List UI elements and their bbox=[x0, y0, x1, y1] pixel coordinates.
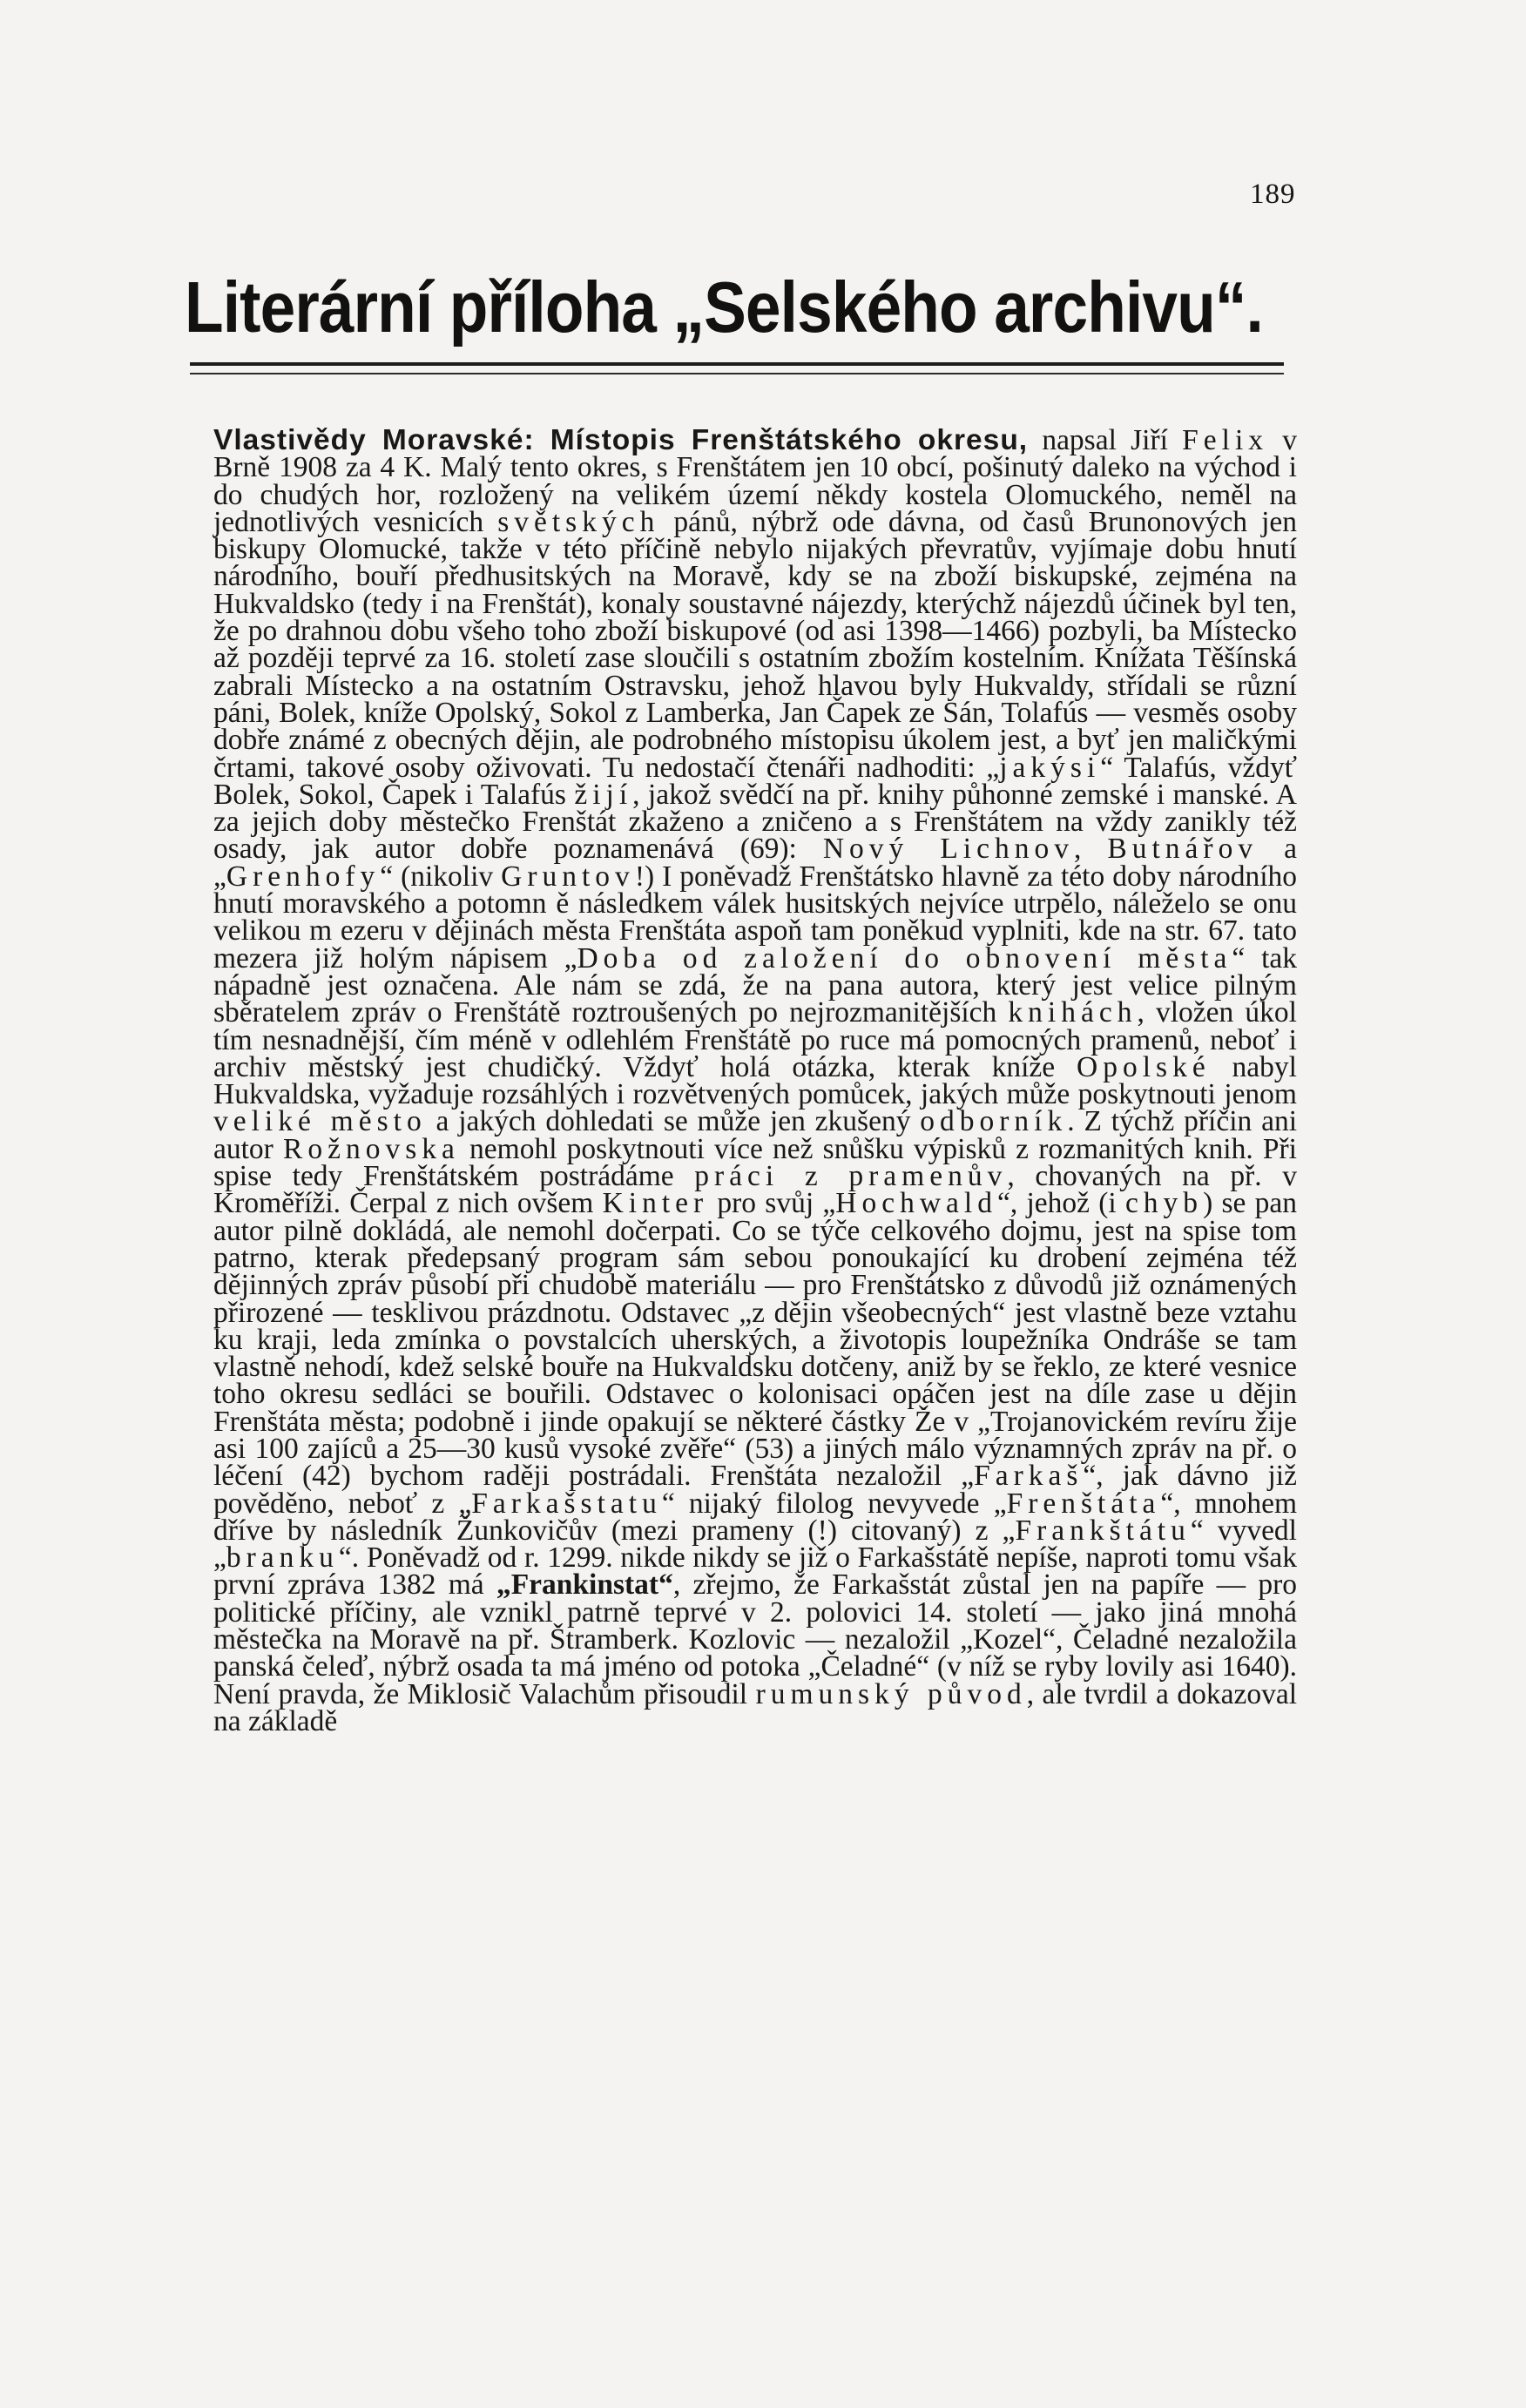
page-title: Literární příloha „Selského archivu“. bbox=[185, 266, 1263, 347]
body-text: “ vyvedl „ bbox=[213, 1514, 1297, 1575]
body-text: , ale tvrdil a dokazoval na základě bbox=[213, 1677, 1298, 1737]
body-text: , vložen úkol tím nesnadnější, čím méně v odlehlém Frenštátě po ruce má pomocných pramenů, neboť i archiv městský jest chudičký. Vždyť holá otázka, kterak kníže bbox=[213, 996, 1297, 1083]
body-text: nemohl poskytnouti více než snůšku výpisků z rozmanitých knih. Při spise tedy Frenštátském postrádáme bbox=[213, 1132, 1297, 1193]
title-rule-thin bbox=[190, 373, 1284, 374]
spaced-emphasis-text: Felix bbox=[1182, 424, 1269, 456]
body-text: napsal Jiří bbox=[1028, 424, 1183, 456]
spaced-emphasis-text: Hochwald bbox=[835, 1187, 997, 1220]
spaced-emphasis-text: Farkašstatu bbox=[471, 1487, 662, 1520]
spaced-emphasis-text: Kinter bbox=[602, 1187, 709, 1220]
spaced-emphasis-text: Frenštáta bbox=[1006, 1487, 1161, 1520]
body-text: a jakých dohledati se může jen zkušený bbox=[426, 1105, 921, 1138]
body-text: “ nijaký filolog nevyvede „ bbox=[661, 1487, 1007, 1520]
review-heading: Vlastivědy Moravské: Místopis Frenštátského okresu, bbox=[213, 424, 1029, 456]
body-text: “ tak nápadně jest označena. Ale nám se zdá, že na pana autora, který jest velice pilným sběratelem zpráv o Frenštátě roztroušených po nejrozmanitějších bbox=[213, 941, 1298, 1029]
spaced-emphasis-text: Opolské bbox=[1077, 1050, 1211, 1083]
body-text: ) se pan autor pilně dokládá, ale nemohl dočerpati. Co se týče celkového dojmu, jest na spise tom patrno, kterak předepsaný program sám sebou ponoukající ku drobení zejména též dějinných zpráv působí při chudobě materiálu — pro Frenštátsko z důvodů již oznámených přirozené — tesklivou prázdnotu. Odstavec „z dějin všeobecných“ jest vlastně beze vztahu ku kraji, leda zmínka o povstalcích uherských, a životopis loupežníka Ondráše se tam vlastně nehodí, kdež selské bouře na Hukvaldsku dotčeny, aniž by se řeklo, ze které vesnice toho okresu sedláci se bouřili. Odstavec o kolonisaci opáčen jest na díle zase u dějin Frenštáta města; podobně i jinde opakují se některé částky Že v „Trojanovickém revíru žije asi 100 zajíců a 25—30 kusů vysoké zvěře“ (53) a jiných málo významných zpráv na př. o léčení (42) bychom raději postrádali. Frenštáta nezaložil „ bbox=[213, 1187, 1297, 1493]
body-text: pánů, nýbrž ode dávna, od časů Brunonových jen biskupy Olomucké, takže v této příčině nebylo nijakých převratův, vyjímaje dobu hnutí národního, bouří předhusitských na Moravě, kdy se na zboží biskupské, zejména na Hukvaldsko (tedy i na Frenštát), konaly soustavné nájezdy, kterýchž nájezdů účinek byl ten, že po drahnou dobu všeho toho zboží biskupové (od asi 1398—1466) pozbyli, ba Místecko až později teprvé za 16. století zase sloučili s ostatním zbožím kostelním. Knížata Těšínská zabrali Místecko a na ostatním Ostravsku, jehož hlavou byly Hukvaldy, střídali se různí páni, Bolek, kníže Opolský, Sokol z Lamberka, Jan Čapek ze Sán, Tolafús — vesměs osoby dobře známé z obecných dějin, ale podrobného místopisu úkolem jest, a byť jen maličkými črtami, takové osoby oživovati. Tu nedostačí čtenáři nadhoditi: „ bbox=[213, 505, 1297, 784]
spaced-emphasis-text: Gruntov bbox=[501, 860, 635, 893]
spaced-emphasis-text: branku bbox=[226, 1541, 339, 1575]
spaced-emphasis-text: Farkaš bbox=[974, 1460, 1084, 1493]
body-text: “, jak dávno již pověděno, neboť z „ bbox=[213, 1460, 1297, 1520]
spaced-emphasis-text: jakýsi bbox=[999, 751, 1101, 784]
body-text: “, mnohem dříve by následník Žunkovičův (mezi prameny (!) citovaný) z „ bbox=[213, 1487, 1297, 1547]
body-text: , zřejmo, že Farkašstát zůstal jen na papíře — pro politické příčiny, ale vznikl patrně teprvé v 2. polovici 14. století — jako jiná mnohá městečka na Moravě na př. Štramberk. Kozlovic — nezaložil „Kozel“, Čeladné nezaložila panská čeleď, nýbrž osada ta má jméno od potoka „Čeladné“ (v níž se ryby lovily asi 1640). Není pravda, že Miklosič Valachům přisoudil bbox=[213, 1568, 1298, 1710]
body-text: nabyl Hukvaldska, vyžaduje rozsáhlých i rozvětvených pomůcek, jakých může poskytnouti jenom bbox=[213, 1050, 1297, 1111]
page-number: 189 bbox=[1250, 179, 1296, 210]
body-text: !) I poněvadž Frenštátsko hlavně za této doby národního hnutí moravského a potomn ě následkem válek husitských nejvíce utrpělo, náleželo se onu velikou m ezeru v dějinách města Frenštáta aspoň tam poněkud vyplniti, kde na str. 67. tato mezera již holým nápisem „ bbox=[213, 860, 1297, 975]
spaced-emphasis-text: Doba od založení do obnovení města bbox=[577, 941, 1232, 975]
body-text: , chovaných na př. v Kroměříži. Čerpal z nich ovšem bbox=[213, 1160, 1297, 1220]
body-text: “, jehož (i bbox=[996, 1187, 1125, 1220]
body-text: a „ bbox=[213, 833, 1297, 893]
review-article bbox=[213, 424, 1298, 1737]
spaced-emphasis-text: Butnářov bbox=[1107, 833, 1259, 866]
body-text: pro svůj „ bbox=[708, 1187, 836, 1220]
bold-emphasis-text: „Frankinstat“ bbox=[496, 1568, 673, 1602]
title-rule-thick bbox=[190, 362, 1284, 366]
spaced-emphasis-text: Nový Lichnov bbox=[822, 833, 1074, 866]
body-text: v Brně 1908 za 4 K. Malý tento okres, s Frenštátem jen 10 obcí, pošinutý daleko na východ i do chudých hor, rozložený na velikém území někdy kostela Olomuckého, neměl na jednotlivých vesnicích bbox=[213, 424, 1298, 538]
spaced-emphasis-text: žijí bbox=[574, 778, 633, 811]
spaced-emphasis-text: Frankštátu bbox=[1015, 1514, 1191, 1547]
spaced-emphasis-text: knihách bbox=[1008, 996, 1138, 1029]
spaced-emphasis-text: veliké město bbox=[213, 1105, 427, 1138]
body-text: “. Poněvadž od r. 1299. nikde nikdy se již o Farkašstátě nepíše, naproti tomu však první zpráva 1382 má bbox=[213, 1541, 1297, 1602]
spaced-emphasis-text: rumunský původ bbox=[755, 1677, 1027, 1710]
body-text: , bbox=[1073, 833, 1108, 866]
spaced-emphasis-text: práci z pramenův bbox=[694, 1160, 1008, 1193]
body-text: “ Talafús, vždyť Bolek, Sokol, Čapek i Talafús bbox=[213, 751, 1298, 811]
spaced-emphasis-text: Grenhofy bbox=[226, 860, 381, 893]
body-text: “ (nikoliv bbox=[380, 860, 502, 893]
body-text: . Z týchž příčin ani autor bbox=[213, 1105, 1297, 1165]
spaced-emphasis-text: Rožnovska bbox=[283, 1132, 460, 1165]
spaced-emphasis-text: odborník bbox=[920, 1105, 1068, 1138]
body-text: , jakož svědčí na př. knihy půhonné zemské i manské. A za jejich doby městečko Frenštát zkaženo a zničeno a s Frenštátem na vždy zanikly též osady, jak autor dobře poznamenává (69): bbox=[213, 778, 1297, 866]
spaced-emphasis-text: chyb bbox=[1124, 1187, 1204, 1220]
spaced-emphasis-text: světských bbox=[497, 505, 660, 538]
